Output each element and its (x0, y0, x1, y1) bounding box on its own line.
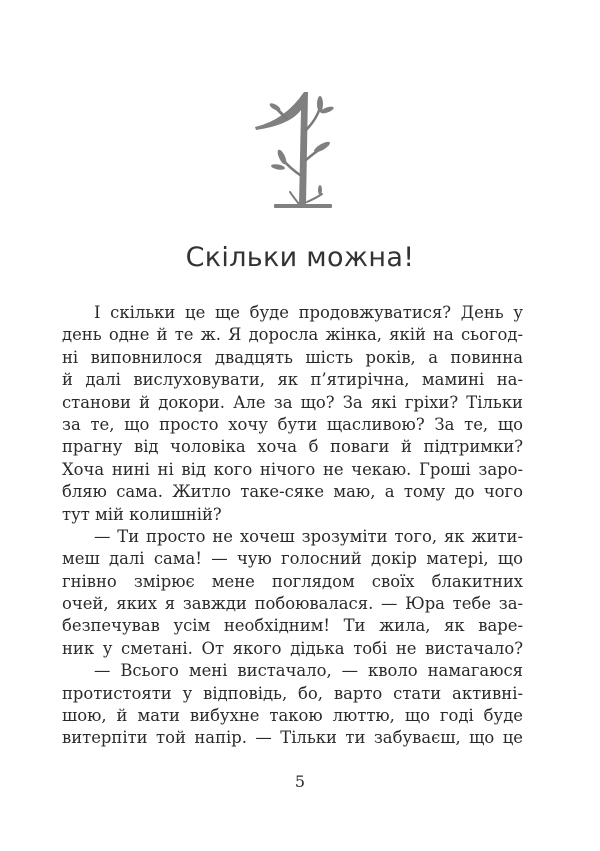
text-line: станови й докори. Але за що? За які гріхи? Тільки (62, 392, 523, 412)
text-line: гнівно змірює мене поглядом своїх блакитних (62, 571, 523, 591)
text-line: день одне й те ж. Я доросла жінка, якій на сьогод- (62, 325, 523, 345)
text-line: ні виповнилося двадцять шість років, а повинна (62, 347, 523, 367)
text-line: безпечував усім необхідним! Ти жила, як варе- (62, 616, 523, 636)
page-number: 5 (294, 772, 306, 791)
text-line: протистояти у відповідь, бо, варто стати активні- (62, 683, 523, 703)
text-line: Хоча нині ні від кого нічого не чекаю. Гроші заро- (62, 459, 523, 479)
text-line: — Всього мені вистачало, — кволо намагаюся (94, 661, 523, 681)
text-line: й далі вислуховувати, як п’ятирічна, мамині на- (62, 370, 523, 390)
chapter-number-tree-illustration (250, 80, 350, 210)
text-line: меш далі сама! — чую голосний докір матері, що (62, 549, 523, 569)
text-line: прагну від чоловіка хоча б поваги й підтримки? (62, 437, 523, 457)
body-text (62, 302, 523, 750)
text-line: бляю сама. Житло таке-сяке маю, а тому до чого (62, 482, 523, 502)
text-line: тут мій колишній? (62, 504, 222, 524)
chapter-title: Скільки можна! (185, 242, 415, 273)
text-line: очей, яких я завжди побоювалася. — Юра тебе за- (62, 594, 523, 614)
text-line: за те, що просто хочу бути щасливою? За те, що (62, 414, 523, 434)
text-line: шою, й мати вибухне такою люттю, що годі буде (62, 706, 523, 726)
text-line: ник у сметані. От якого дідька тобі не вистачало? (62, 638, 523, 658)
text-line: витерпіти той напір. — Тільки ти забуваєш, що це (62, 728, 523, 748)
text-line: І скільки це ще буде продовжуватися? День у (94, 303, 523, 322)
text-line: — Ти просто не хочеш зрозуміти того, як жити- (94, 526, 523, 546)
